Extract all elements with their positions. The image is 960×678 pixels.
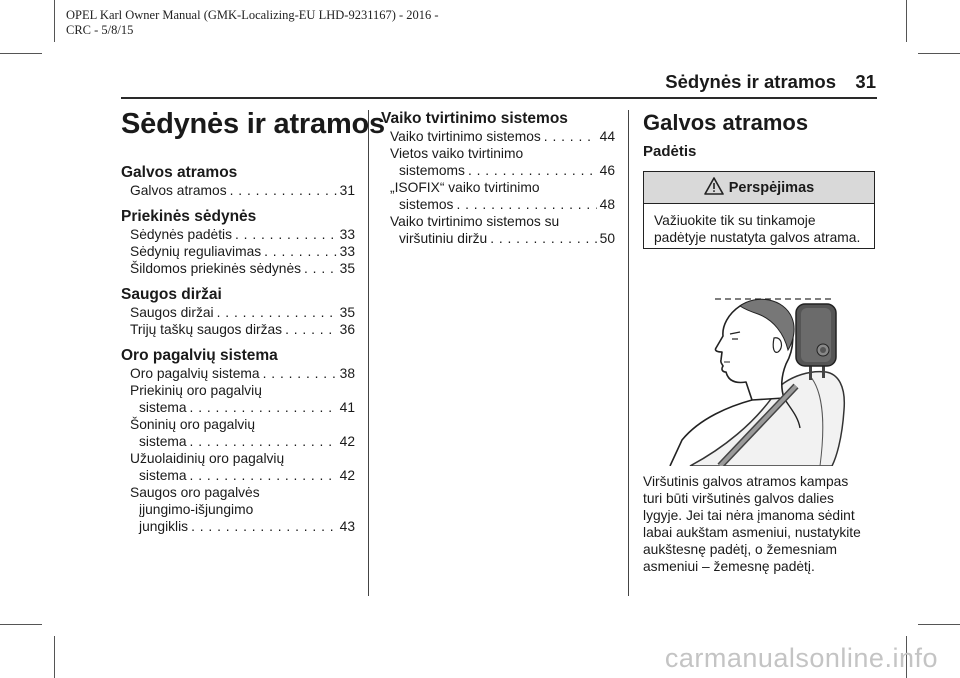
toc-entry[interactable] [121, 226, 355, 243]
toc-entry[interactable] [121, 260, 355, 277]
toc-entry[interactable] [121, 484, 355, 535]
toc-entry-text: Sėdynių reguliavimas [130, 244, 262, 259]
toc-entry-page: 35 [339, 305, 355, 320]
toc-entry[interactable] [121, 321, 355, 338]
toc-entry[interactable] [121, 304, 355, 321]
toc-entry-line: Vietos vaiko tvirtinimo [390, 146, 524, 161]
toc-entry-page: 31 [339, 183, 355, 198]
warning-text-line: Važiuokite tik su tinkamoje [654, 213, 816, 228]
toc-entry-text: viršutiniu diržu [399, 231, 488, 246]
toc-entry-page: 44 [599, 129, 615, 144]
toc-section [121, 164, 355, 199]
toc-section-title: Priekinės sėdynės [121, 208, 257, 225]
toc-entry-line: Saugos oro pagalvės [130, 485, 260, 500]
toc-entry-page: 35 [339, 261, 355, 276]
toc-entry-line: Užuolaidinių oro pagalvių [130, 451, 285, 466]
document-meta [66, 8, 439, 38]
section-heading: Galvos atramos [643, 110, 809, 135]
toc-entry[interactable] [121, 182, 355, 199]
toc-entry-line: Šoninių oro pagalvių [130, 417, 256, 432]
toc-entry-text: Sėdynės padėtis [130, 227, 233, 242]
toc-entry-text: jungiklis [139, 519, 189, 534]
warning-title: Perspėjimas [728, 179, 815, 196]
section-subheading: Padėtis [643, 143, 697, 160]
crop-mark [54, 0, 55, 42]
paragraph-line: turi būti viršutinės galvos dalies [643, 491, 834, 506]
toc-entry-text: sistemoms [399, 163, 465, 178]
toc-entry-page: 50 [599, 231, 615, 246]
toc-section [121, 208, 355, 277]
toc-entry-line: „ISOFIX“ vaiko tvirtinimo [390, 180, 540, 195]
toc-entry-page: 42 [339, 434, 355, 449]
toc-entry[interactable] [121, 243, 355, 260]
toc-entry-page: 43 [339, 519, 355, 534]
crop-mark [0, 624, 42, 625]
toc-entry[interactable] [381, 179, 615, 213]
toc-entry-page: 33 [339, 244, 355, 259]
toc-entry[interactable] [121, 450, 355, 484]
paragraph-line: lygyje. Jei tai nėra įmanoma sėdint [643, 508, 855, 523]
toc-entry-text: Galvos atramos [130, 183, 227, 198]
warning-triangle-icon [704, 177, 724, 199]
toc-section-title: Oro pagalvių sistema [121, 347, 278, 364]
column-divider [368, 110, 369, 596]
column-divider [628, 110, 629, 596]
toc-entry-page: 41 [339, 400, 355, 415]
toc-entry-page: 42 [339, 468, 355, 483]
toc-entry-text: sistema [139, 400, 187, 415]
meta-line-1: OPEL Karl Owner Manual (GMK-Localizing-EU LHD-9231167) - 2016 - [66, 8, 439, 22]
toc-entry-page: 33 [339, 227, 355, 242]
meta-line-2: CRC - 5/8/15 [66, 23, 134, 37]
warning-body [644, 204, 874, 254]
toc-entry[interactable] [381, 128, 615, 145]
toc-entry[interactable] [121, 382, 355, 416]
toc-entry-text: sistemos [399, 197, 454, 212]
toc-entry-page: 48 [599, 197, 615, 212]
crop-mark [0, 53, 42, 54]
toc-entry-text: sistema [139, 468, 187, 483]
crop-mark [54, 636, 55, 678]
paragraph-line: asmeniui – žemesnę padėtį. [643, 559, 815, 574]
toc-entry[interactable] [121, 416, 355, 450]
paragraph-line: labai aukštam asmeniui, nustatykite [643, 525, 861, 540]
toc-column-1 [121, 164, 355, 535]
crop-mark [918, 624, 960, 625]
toc-entry-page: 36 [339, 322, 355, 337]
body-paragraph [643, 473, 878, 575]
paragraph-line: Viršutinis galvos atramos kampas [643, 474, 849, 489]
toc-column-2 [381, 110, 615, 247]
toc-section [121, 347, 355, 535]
crop-mark [918, 53, 960, 54]
toc-section-title: Vaiko tvirtinimo sistemos [381, 110, 568, 127]
warning-box [643, 171, 875, 249]
warning-header [644, 172, 874, 204]
toc-entry-page: 38 [339, 366, 355, 381]
warning-text-line: padėtyje nustatyta galvos atrama. [654, 230, 861, 245]
toc-entry-text: Šildomos priekinės sėdynės [130, 261, 302, 276]
watermark: carmanualsonline.info [664, 643, 938, 673]
toc-entry-text: sistema [139, 434, 187, 449]
toc-entry[interactable] [121, 365, 355, 382]
toc-entry-text: Trijų taškų saugos diržas [130, 322, 283, 337]
paragraph-line: aukštesnę padėtį, o žemesniam [643, 542, 838, 557]
toc-entry[interactable] [381, 145, 615, 179]
toc-entry[interactable] [381, 213, 615, 247]
toc-entry-line: įjungimo-išjungimo [139, 502, 254, 517]
driver-headrest-illustration [660, 290, 870, 466]
chapter-title: Sėdynės ir atramos [121, 108, 385, 140]
toc-section [121, 286, 355, 338]
crop-mark [906, 0, 907, 42]
toc-entry-text: Saugos diržai [130, 305, 214, 320]
toc-section-title: Saugos diržai [121, 286, 222, 303]
page-number: 31 [855, 71, 876, 92]
toc-entry-line: Vaiko tvirtinimo sistemos su [390, 214, 560, 229]
header-rule [121, 97, 877, 99]
toc-entry-text: Vaiko tvirtinimo sistemos [390, 129, 541, 144]
running-title: Sėdynės ir atramos [665, 71, 836, 92]
toc-entry-text: Oro pagalvių sistema [130, 366, 260, 381]
toc-section-title: Galvos atramos [121, 164, 238, 181]
toc-entry-line: Priekinių oro pagalvių [130, 383, 262, 398]
toc-entry-page: 46 [599, 163, 615, 178]
